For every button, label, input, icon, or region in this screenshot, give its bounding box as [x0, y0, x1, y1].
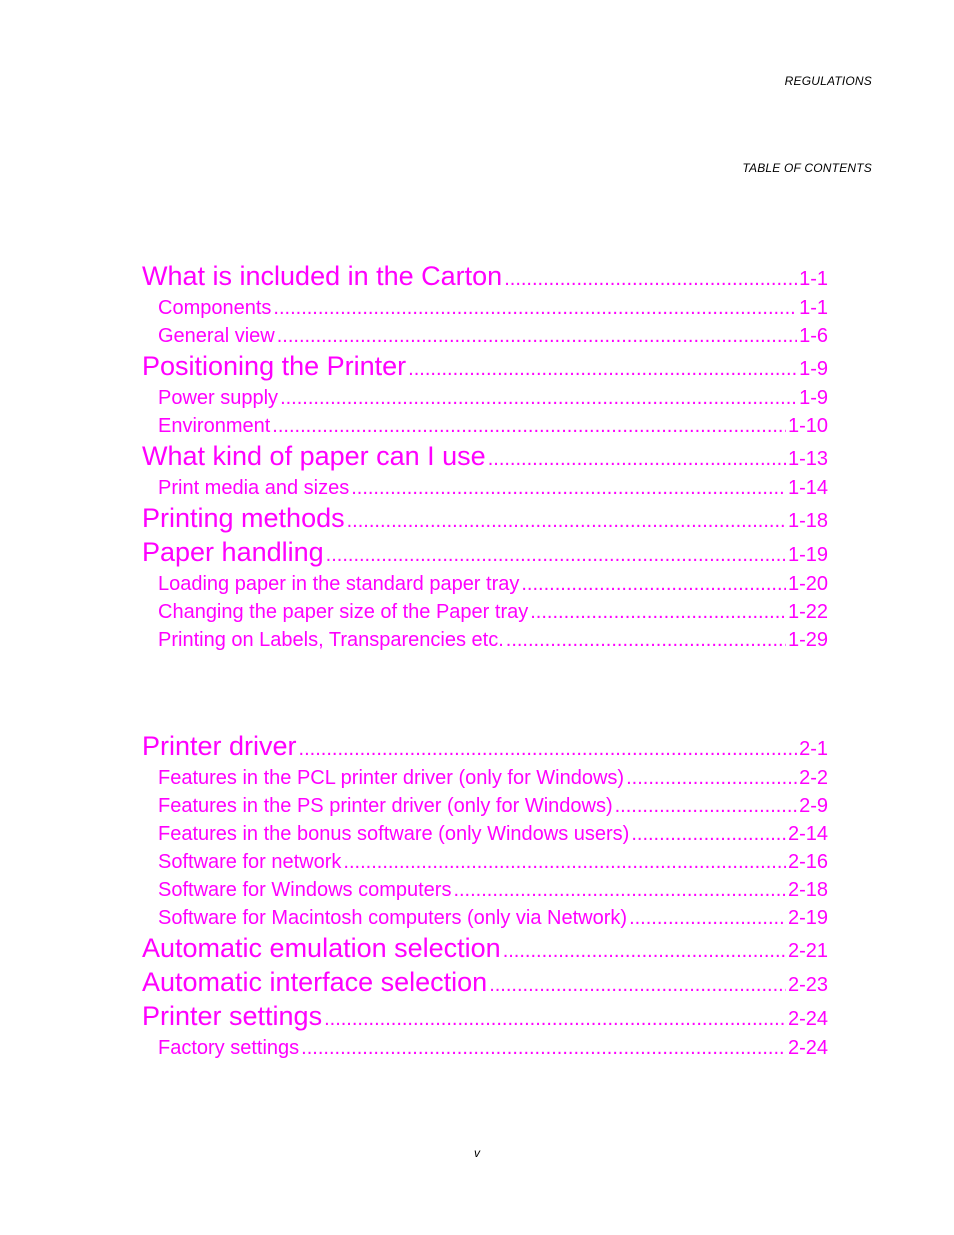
toc-entry-paper-handling[interactable] [142, 538, 828, 572]
toc-entry-features-in-the-pcl-printer-driver-only-for-windows[interactable] [142, 766, 828, 794]
toc-entry-label: Printing on Labels, Transparencies etc. [158, 629, 504, 651]
toc-entry-page: 1-9 [799, 358, 828, 380]
running-header-section: TABLE OF CONTENTS [742, 161, 872, 175]
toc-entry-label: Positioning the Printer [142, 351, 407, 381]
toc-entry-page: 1-29 [787, 629, 828, 651]
toc-entry-page: 1-18 [787, 510, 828, 532]
toc-entry-loading-paper-in-the-standard-paper-tray[interactable] [142, 572, 828, 600]
toc-entry-features-in-the-ps-printer-driver-only-for-windows[interactable] [142, 794, 828, 822]
toc-entry-automatic-emulation-selection[interactable] [142, 934, 828, 968]
toc-entry-label: Features in the PS printer driver (only for Windows) [158, 795, 613, 817]
toc-entry-page: 2-24 [787, 1008, 828, 1030]
toc-entry-label: Software for network [158, 851, 342, 873]
dot-leader [503, 937, 786, 965]
toc-entry-page: 2-2 [799, 767, 828, 789]
dot-leader [626, 766, 797, 790]
toc-entry-label: General view [158, 325, 275, 347]
toc-entry-components[interactable] [142, 296, 828, 324]
toc-entry-page: 1-10 [787, 415, 828, 437]
dot-leader [280, 386, 797, 410]
toc-entry-label: What is included in the Carton [142, 261, 503, 291]
toc-entry-software-for-macintosh-computers-only-via-network[interactable] [142, 906, 828, 934]
dot-leader [277, 324, 797, 348]
toc-entry-label: What kind of paper can I use [142, 441, 486, 471]
dot-leader [453, 878, 786, 902]
toc-entry-page: 2-14 [787, 823, 828, 845]
toc-entry-printing-on-labels-transparencies-etc[interactable] [142, 628, 828, 656]
toc-entry-factory-settings[interactable] [142, 1036, 828, 1064]
toc-entry-page: 2-9 [799, 795, 828, 817]
dot-leader [488, 445, 786, 473]
dot-leader [521, 572, 786, 596]
dot-leader [347, 507, 786, 535]
toc-entry-page: 2-21 [787, 940, 828, 962]
toc-entry-page: 1-20 [787, 573, 828, 595]
toc-entry-page: 1-1 [799, 268, 828, 290]
toc-entry-label: Printer driver [142, 731, 297, 761]
toc-entry-printer-settings[interactable] [142, 1002, 828, 1036]
toc-entry-page: 2-19 [787, 907, 828, 929]
toc-entry-page: 1-6 [799, 325, 828, 347]
toc-entry-label: Features in the PCL printer driver (only for Windows) [158, 767, 625, 789]
toc-entry-printer-driver[interactable] [142, 732, 828, 766]
toc-section-2 [142, 732, 828, 1064]
toc-entry-label: Software for Macintosh computers (only via Network) [158, 907, 628, 929]
toc-entry-print-media-and-sizes[interactable] [142, 476, 828, 504]
dot-leader [351, 476, 786, 500]
toc-entry-software-for-windows-computers[interactable] [142, 878, 828, 906]
toc-entry-page: 2-24 [787, 1037, 828, 1059]
dot-leader [272, 414, 786, 438]
toc-entry-software-for-network[interactable] [142, 850, 828, 878]
dot-leader [299, 735, 798, 763]
dot-leader [629, 906, 786, 930]
dot-leader [408, 355, 797, 383]
dot-leader [301, 1036, 786, 1060]
toc-entry-power-supply[interactable] [142, 386, 828, 414]
toc-entry-page: 2-18 [787, 879, 828, 901]
toc-entry-label: Components [158, 297, 272, 319]
toc-entry-page: 1-22 [787, 601, 828, 623]
toc-entry-label: Printing methods [142, 503, 345, 533]
dot-leader [489, 971, 786, 999]
dot-leader [631, 822, 786, 846]
toc-entry-label: Loading paper in the standard paper tray [158, 573, 520, 595]
toc-entry-label: Software for Windows computers [158, 879, 452, 901]
toc-entry-automatic-interface-selection[interactable] [142, 968, 828, 1002]
toc-entry-environment[interactable] [142, 414, 828, 442]
toc-entry-label: Changing the paper size of the Paper tray [158, 601, 529, 623]
page-number: v [474, 1146, 480, 1160]
toc-entry-positioning-the-printer[interactable] [142, 352, 828, 386]
toc-entry-page: 1-19 [787, 544, 828, 566]
toc-entry-what-kind-of-paper-can-i-use[interactable] [142, 442, 828, 476]
dot-leader [343, 850, 786, 874]
dot-leader [530, 600, 786, 624]
toc-entry-label: Environment [158, 415, 271, 437]
dot-leader [273, 296, 797, 320]
toc-entry-printing-methods[interactable] [142, 504, 828, 538]
toc-entry-page: 1-1 [799, 297, 828, 319]
toc-entry-label: Automatic interface selection [142, 967, 488, 997]
toc-entry-page: 2-23 [787, 974, 828, 996]
toc-entry-what-is-included-in-the-carton[interactable] [142, 262, 828, 296]
dot-leader [324, 1005, 786, 1033]
dot-leader [326, 541, 786, 569]
toc-entry-label: Power supply [158, 387, 279, 409]
toc-entry-features-in-the-bonus-software-only-windows-users[interactable] [142, 822, 828, 850]
toc-entry-label: Printer settings [142, 1001, 323, 1031]
dot-leader [615, 794, 797, 818]
dot-leader [506, 628, 786, 652]
running-header-chapter: REGULATIONS [784, 74, 872, 88]
toc-entry-label: Factory settings [158, 1037, 300, 1059]
toc-entry-page: 1-9 [799, 387, 828, 409]
toc-entry-page: 1-14 [787, 477, 828, 499]
toc-entry-label: Automatic emulation selection [142, 933, 501, 963]
toc-entry-label: Features in the bonus software (only Windows users) [158, 823, 630, 845]
toc-entry-changing-the-paper-size-of-the-paper-tray[interactable] [142, 600, 828, 628]
toc-entry-page: 2-1 [799, 738, 828, 760]
toc-entry-page: 1-13 [787, 448, 828, 470]
toc-section-1 [142, 262, 828, 656]
toc-entry-general-view[interactable] [142, 324, 828, 352]
toc-entry-label: Print media and sizes [158, 477, 350, 499]
toc-entry-page: 2-16 [787, 851, 828, 873]
dot-leader [504, 265, 797, 293]
toc-entry-label: Paper handling [142, 537, 324, 567]
